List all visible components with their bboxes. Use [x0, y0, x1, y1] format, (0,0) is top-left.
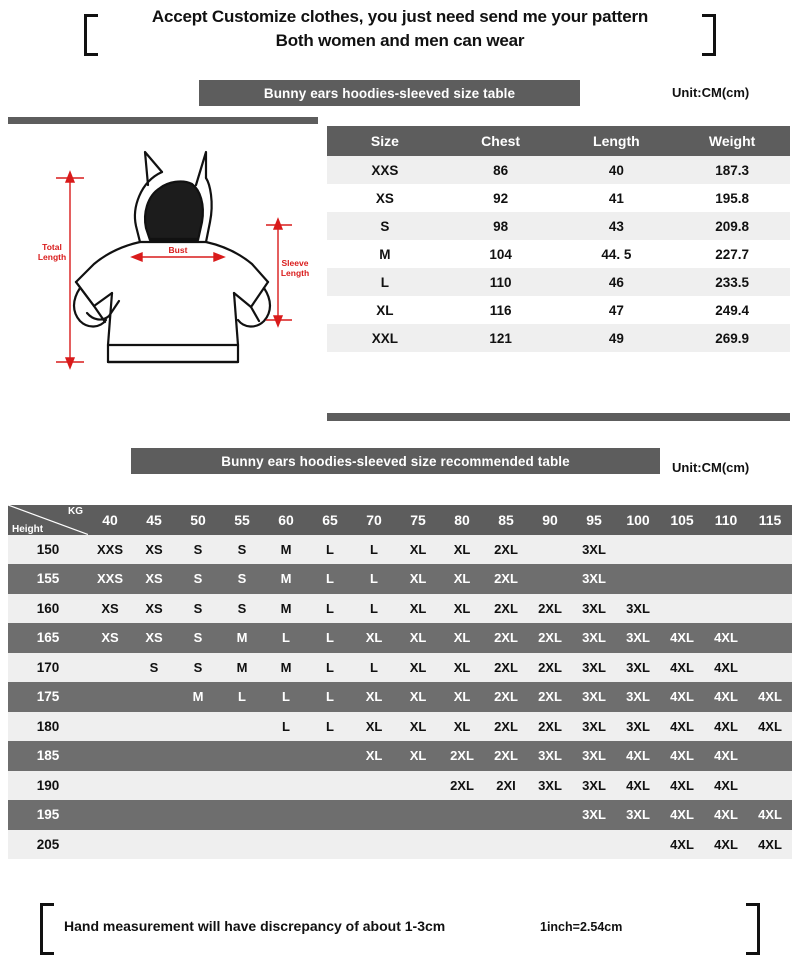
header	[0, 0, 800, 62]
rec-table-weight-header: 95	[572, 505, 616, 535]
rec-table-cell: XL	[440, 682, 484, 712]
rec-table-cell: 4XL	[704, 653, 748, 683]
rec-table-cell: XL	[396, 712, 440, 742]
rec-table-cell	[748, 623, 792, 653]
rec-table-cell	[396, 800, 440, 830]
rec-table-cell: 4XL	[704, 800, 748, 830]
rec-table-cell: L	[308, 535, 352, 565]
rec-table-weight-header: 55	[220, 505, 264, 535]
footer-inch-conversion: 1inch=2.54cm	[540, 920, 623, 934]
size-table-cell: 187.3	[674, 156, 790, 184]
rec-table-cell: L	[352, 594, 396, 624]
rec-table-cell	[176, 771, 220, 801]
rec-table-cell	[660, 594, 704, 624]
table-row	[8, 741, 792, 771]
rec-table-cell: XL	[352, 682, 396, 712]
rec-table-weight-header: 60	[264, 505, 308, 535]
size-table-cell: 195.8	[674, 184, 790, 212]
rec-table-cell: XL	[396, 535, 440, 565]
rec-table-cell: XS	[132, 564, 176, 594]
header-line-1: Accept Customize clothes, you just need send me your pattern	[151, 7, 649, 26]
rec-table-cell: 3XL	[528, 741, 572, 771]
rec-table-cell: 4XL	[616, 771, 660, 801]
rec-table-cell	[748, 741, 792, 771]
rec-table-cell: XL	[396, 741, 440, 771]
rec-table-cell: XS	[132, 594, 176, 624]
rec-table-cell: 4XL	[748, 830, 792, 860]
rec-table-height-header: 190	[8, 771, 88, 801]
size-table-col-length: Length	[559, 126, 675, 156]
size-table-cell: 98	[443, 212, 559, 240]
rec-table-cell: 2XI	[484, 771, 528, 801]
rec-table-cell: M	[220, 623, 264, 653]
rec-table-cell: 4XL	[704, 682, 748, 712]
rec-table-cell: 4XL	[660, 623, 704, 653]
rec-table-weight-header: 115	[748, 505, 792, 535]
rec-table-cell	[132, 800, 176, 830]
rec-table-cell: 4XL	[748, 712, 792, 742]
rec-table-cell	[264, 800, 308, 830]
size-table-col-size: Size	[327, 126, 443, 156]
rec-table-cell: XXS	[88, 564, 132, 594]
rec-table-cell: M	[176, 682, 220, 712]
rec-table-cell: 4XL	[704, 712, 748, 742]
rec-table-cell	[176, 830, 220, 860]
footer-bracket-right	[746, 903, 760, 955]
rec-table-cell: 2XL	[484, 623, 528, 653]
rec-table-cell: 3XL	[572, 682, 616, 712]
rec-table-cell: XL	[396, 653, 440, 683]
size-table	[327, 126, 790, 352]
rec-table-cell	[308, 741, 352, 771]
rec-table-cell	[528, 830, 572, 860]
rec-table-cell: 3XL	[572, 594, 616, 624]
bust-label: Bust	[168, 245, 188, 255]
rec-table-cell	[220, 800, 264, 830]
size-table-header-row	[327, 126, 790, 156]
size-table-cell: S	[327, 212, 443, 240]
rec-table-cell	[264, 741, 308, 771]
size-table-cell: 44. 5	[559, 240, 675, 268]
table-row	[8, 682, 792, 712]
rec-table-cell	[220, 771, 264, 801]
rec-table-cell: XS	[88, 594, 132, 624]
size-table-cell: 47	[559, 296, 675, 324]
rec-table-cell: XL	[396, 623, 440, 653]
corner-kg-label: KG	[68, 506, 83, 517]
table-row	[8, 653, 792, 683]
rec-table-cell: 2XL	[484, 712, 528, 742]
rec-table-weight-header: 70	[352, 505, 396, 535]
size-table-cell: L	[327, 268, 443, 296]
rec-table-cell: S	[220, 535, 264, 565]
rec-table-cell: 4XL	[660, 712, 704, 742]
size-table-col-weight: Weight	[674, 126, 790, 156]
rec-table-cell	[572, 830, 616, 860]
rec-table-cell: L	[308, 623, 352, 653]
rec-table-cell	[308, 771, 352, 801]
section-2-title: Bunny ears hoodies-sleeved size recommended table	[221, 453, 570, 469]
size-table-cell: 40	[559, 156, 675, 184]
garment-diagram	[10, 130, 310, 410]
rec-table-cell: 4XL	[616, 741, 660, 771]
rec-table-cell: 4XL	[748, 682, 792, 712]
rec-table-cell: 4XL	[748, 800, 792, 830]
rec-table-cell	[88, 830, 132, 860]
rec-table-cell: 4XL	[704, 771, 748, 801]
rec-table-cell	[440, 830, 484, 860]
rec-table-cell: 3XL	[616, 800, 660, 830]
rec-table-height-header: 175	[8, 682, 88, 712]
rec-table-cell: XL	[396, 594, 440, 624]
rec-table-cell	[748, 653, 792, 683]
table-row	[327, 212, 790, 240]
rec-table-cell: 2XL	[440, 741, 484, 771]
rec-table-cell: S	[176, 623, 220, 653]
rec-table-cell	[88, 712, 132, 742]
rec-table-cell	[88, 682, 132, 712]
rec-table-cell: XL	[440, 623, 484, 653]
rec-table-height-header: 155	[8, 564, 88, 594]
rec-table-cell: S	[220, 564, 264, 594]
rec-table-cell: XL	[440, 535, 484, 565]
rec-table-cell	[352, 830, 396, 860]
rec-table-cell: XS	[88, 623, 132, 653]
size-table-cell: XS	[327, 184, 443, 212]
rec-table-cell: L	[264, 623, 308, 653]
rec-table-cell: 4XL	[704, 741, 748, 771]
rec-table-cell: 3XL	[572, 564, 616, 594]
rec-table-cell	[704, 594, 748, 624]
rec-table-cell: S	[176, 535, 220, 565]
rec-table-cell: 4XL	[660, 682, 704, 712]
rec-table-cell	[396, 830, 440, 860]
size-table-cell: 209.8	[674, 212, 790, 240]
rec-table-height-header: 170	[8, 653, 88, 683]
rec-table-cell	[220, 712, 264, 742]
rec-table-cell: 4XL	[660, 771, 704, 801]
rec-table-cell: S	[220, 594, 264, 624]
rec-table-cell: L	[308, 594, 352, 624]
rec-table-cell	[88, 741, 132, 771]
rec-table-cell: 3XL	[572, 653, 616, 683]
size-table-cell: 43	[559, 212, 675, 240]
size-table-cell: 110	[443, 268, 559, 296]
size-table-cell: 121	[443, 324, 559, 352]
rec-table-cell	[616, 564, 660, 594]
size-table-cell: 249.4	[674, 296, 790, 324]
table-row	[8, 712, 792, 742]
rec-table-cell: 3XL	[572, 800, 616, 830]
header-bracket-left	[84, 14, 98, 56]
rec-table-height-header: 180	[8, 712, 88, 742]
rec-table-cell	[132, 712, 176, 742]
rec-table-cell	[88, 771, 132, 801]
rec-table-cell	[528, 564, 572, 594]
rec-table-cell	[528, 535, 572, 565]
rec-table-cell: XS	[132, 623, 176, 653]
rec-table-cell: L	[264, 712, 308, 742]
size-table-cell: 104	[443, 240, 559, 268]
hoodie-illustration	[10, 130, 310, 410]
section-1-title: Bunny ears hoodies-sleeved size table	[263, 85, 516, 101]
rec-table-cell	[352, 771, 396, 801]
table-row	[327, 240, 790, 268]
rec-table-cell: 2XL	[484, 741, 528, 771]
rec-table-cell	[616, 830, 660, 860]
rec-table-cell	[132, 682, 176, 712]
rec-table-weight-header: 100	[616, 505, 660, 535]
size-table-cell: 116	[443, 296, 559, 324]
rec-table-height-header: 150	[8, 535, 88, 565]
size-table-cell: M	[327, 240, 443, 268]
size-table-cell: 92	[443, 184, 559, 212]
rec-table-cell: XL	[440, 594, 484, 624]
rec-table-weight-header: 105	[660, 505, 704, 535]
header-line-2: Both women and men can wear	[275, 31, 525, 50]
rec-table-cell	[176, 800, 220, 830]
rec-table-weight-header: 80	[440, 505, 484, 535]
rec-table-cell	[748, 594, 792, 624]
rec-table-cell: 3XL	[616, 712, 660, 742]
footer	[40, 903, 760, 955]
rec-table-cell: 4XL	[660, 653, 704, 683]
rec-table-body	[8, 535, 792, 860]
rec-table-cell	[748, 564, 792, 594]
rec-table-cell: XL	[440, 712, 484, 742]
sleeve-length-label: Sleeve Length	[280, 258, 310, 278]
rec-table-cell: L	[352, 653, 396, 683]
rec-table-weight-header: 110	[704, 505, 748, 535]
rec-table-cell	[88, 800, 132, 830]
rec-table-cell	[704, 564, 748, 594]
rec-table-height-header: 205	[8, 830, 88, 860]
table-row	[8, 564, 792, 594]
rec-table-cell: M	[264, 535, 308, 565]
rec-table-cell: L	[264, 682, 308, 712]
size-table-cell: 41	[559, 184, 675, 212]
rec-table-cell: 2XL	[528, 712, 572, 742]
rec-table-cell	[484, 830, 528, 860]
rec-table-weight-header: 90	[528, 505, 572, 535]
rec-table-cell: 3XL	[616, 682, 660, 712]
rec-table-cell	[132, 830, 176, 860]
rec-table-cell: 2XL	[528, 682, 572, 712]
rec-table-cell: 3XL	[616, 594, 660, 624]
rec-table-cell: 2XL	[484, 682, 528, 712]
rec-table-cell: L	[308, 682, 352, 712]
table-row	[327, 324, 790, 352]
table-row	[327, 296, 790, 324]
table-row	[327, 184, 790, 212]
rec-table-cell	[264, 771, 308, 801]
rec-table-cell: M	[264, 594, 308, 624]
size-table-cell: 86	[443, 156, 559, 184]
rec-table-cell: XL	[352, 623, 396, 653]
rec-table-cell: XL	[396, 682, 440, 712]
rec-table-cell: M	[264, 653, 308, 683]
rec-table-cell	[176, 741, 220, 771]
rec-table-cell: 4XL	[660, 830, 704, 860]
rec-table-height-header: 195	[8, 800, 88, 830]
table-row	[8, 594, 792, 624]
rec-table-cell: 4XL	[704, 623, 748, 653]
size-table-cell: XL	[327, 296, 443, 324]
rec-table-height-header: 185	[8, 741, 88, 771]
size-table-cell: 49	[559, 324, 675, 352]
rec-table-cell: S	[176, 594, 220, 624]
size-table-cell: 46	[559, 268, 675, 296]
rec-table-cell	[308, 800, 352, 830]
rec-table-weight-header: 45	[132, 505, 176, 535]
rec-table-cell	[132, 771, 176, 801]
rec-table-cell	[352, 800, 396, 830]
rec-table-cell	[528, 800, 572, 830]
rec-table-cell	[264, 830, 308, 860]
section-1-title-bar	[199, 80, 580, 106]
rec-table-weight-header: 85	[484, 505, 528, 535]
rec-table-cell: XS	[132, 535, 176, 565]
rec-table-corner-cell	[8, 505, 88, 535]
rec-table-cell: 3XL	[616, 623, 660, 653]
rec-table-header-row	[8, 505, 792, 535]
table-row	[8, 535, 792, 565]
rec-table-cell	[220, 830, 264, 860]
rec-table-cell: 2XL	[484, 653, 528, 683]
section-2-title-bar	[131, 448, 660, 474]
table-row	[8, 771, 792, 801]
rec-table-height-header: 165	[8, 623, 88, 653]
rec-table-cell: XL	[396, 564, 440, 594]
rec-table-cell	[132, 741, 176, 771]
table-row	[8, 623, 792, 653]
rec-table-cell: S	[132, 653, 176, 683]
footer-note: Hand measurement will have discrepancy of about 1-3cm	[64, 918, 446, 934]
rec-table-cell: XL	[440, 653, 484, 683]
rec-table-cell: 4XL	[660, 741, 704, 771]
rec-table-cell: 4XL	[704, 830, 748, 860]
rec-table-weight-header: 50	[176, 505, 220, 535]
rule-under-size-table	[327, 413, 790, 421]
rec-table-cell	[220, 741, 264, 771]
rec-table-cell: 3XL	[572, 771, 616, 801]
rec-table-cell: L	[352, 564, 396, 594]
rec-table-cell	[748, 771, 792, 801]
rec-table-cell	[396, 771, 440, 801]
rec-table-cell	[660, 535, 704, 565]
rec-table-cell	[484, 800, 528, 830]
rec-table-weight-header: 75	[396, 505, 440, 535]
rec-table-cell: L	[308, 564, 352, 594]
rec-table-weight-header: 65	[308, 505, 352, 535]
rec-table-cell: 2XL	[440, 771, 484, 801]
size-table-cell: XXS	[327, 156, 443, 184]
table-row	[8, 830, 792, 860]
rec-table-cell: 2XL	[484, 535, 528, 565]
section-2-unit: Unit:CM(cm)	[672, 460, 750, 475]
rec-table-cell	[660, 564, 704, 594]
rec-table-cell: XXS	[88, 535, 132, 565]
rec-table-cell: 2XL	[528, 594, 572, 624]
rec-table-cell: 2XL	[528, 623, 572, 653]
recommended-table-wrap	[8, 505, 792, 859]
rec-table-cell: L	[308, 653, 352, 683]
size-table-cell: XXL	[327, 324, 443, 352]
header-bracket-right	[702, 14, 716, 56]
rec-table-cell: XL	[440, 564, 484, 594]
rec-table-cell: 3XL	[572, 741, 616, 771]
rule-top-left	[8, 117, 318, 124]
rec-table-cell	[704, 535, 748, 565]
rec-table-cell: L	[352, 535, 396, 565]
rec-table-cell: 3XL	[572, 623, 616, 653]
rec-table-cell: XL	[352, 741, 396, 771]
rec-table-cell: 3XL	[528, 771, 572, 801]
section-1-unit: Unit:CM(cm)	[672, 85, 750, 100]
rec-table-cell	[440, 800, 484, 830]
table-row	[327, 156, 790, 184]
rec-table-cell: S	[176, 564, 220, 594]
rec-table-cell: 2XL	[484, 594, 528, 624]
rec-table-cell	[88, 653, 132, 683]
corner-height-label: Height	[12, 523, 44, 535]
rec-table-cell: S	[176, 653, 220, 683]
rec-table-height-header: 160	[8, 594, 88, 624]
recommended-size-table	[8, 505, 792, 859]
size-table-body	[327, 156, 790, 352]
footer-bracket-left	[40, 903, 54, 955]
rec-table-cell	[308, 830, 352, 860]
table-row	[8, 800, 792, 830]
rec-table-cell: M	[264, 564, 308, 594]
rec-table-cell: 2XL	[528, 653, 572, 683]
rec-table-cell	[616, 535, 660, 565]
size-table-cell: 269.9	[674, 324, 790, 352]
rec-table-cell: 4XL	[660, 800, 704, 830]
size-table-col-chest: Chest	[443, 126, 559, 156]
size-table-cell: 227.7	[674, 240, 790, 268]
rec-table-weight-header: 40	[88, 505, 132, 535]
rec-table-cell: 3XL	[572, 535, 616, 565]
rec-table-cell: XL	[352, 712, 396, 742]
table-row	[327, 268, 790, 296]
rec-table-cell	[748, 535, 792, 565]
rec-table-cell: M	[220, 653, 264, 683]
rec-table-cell: 2XL	[484, 564, 528, 594]
total-length-label: Total Length	[37, 242, 67, 262]
rec-table-cell: L	[308, 712, 352, 742]
rec-table-cell: 3XL	[616, 653, 660, 683]
rec-table-cell	[176, 712, 220, 742]
rec-table-cell: L	[220, 682, 264, 712]
size-table-cell: 233.5	[674, 268, 790, 296]
rec-table-cell: 3XL	[572, 712, 616, 742]
